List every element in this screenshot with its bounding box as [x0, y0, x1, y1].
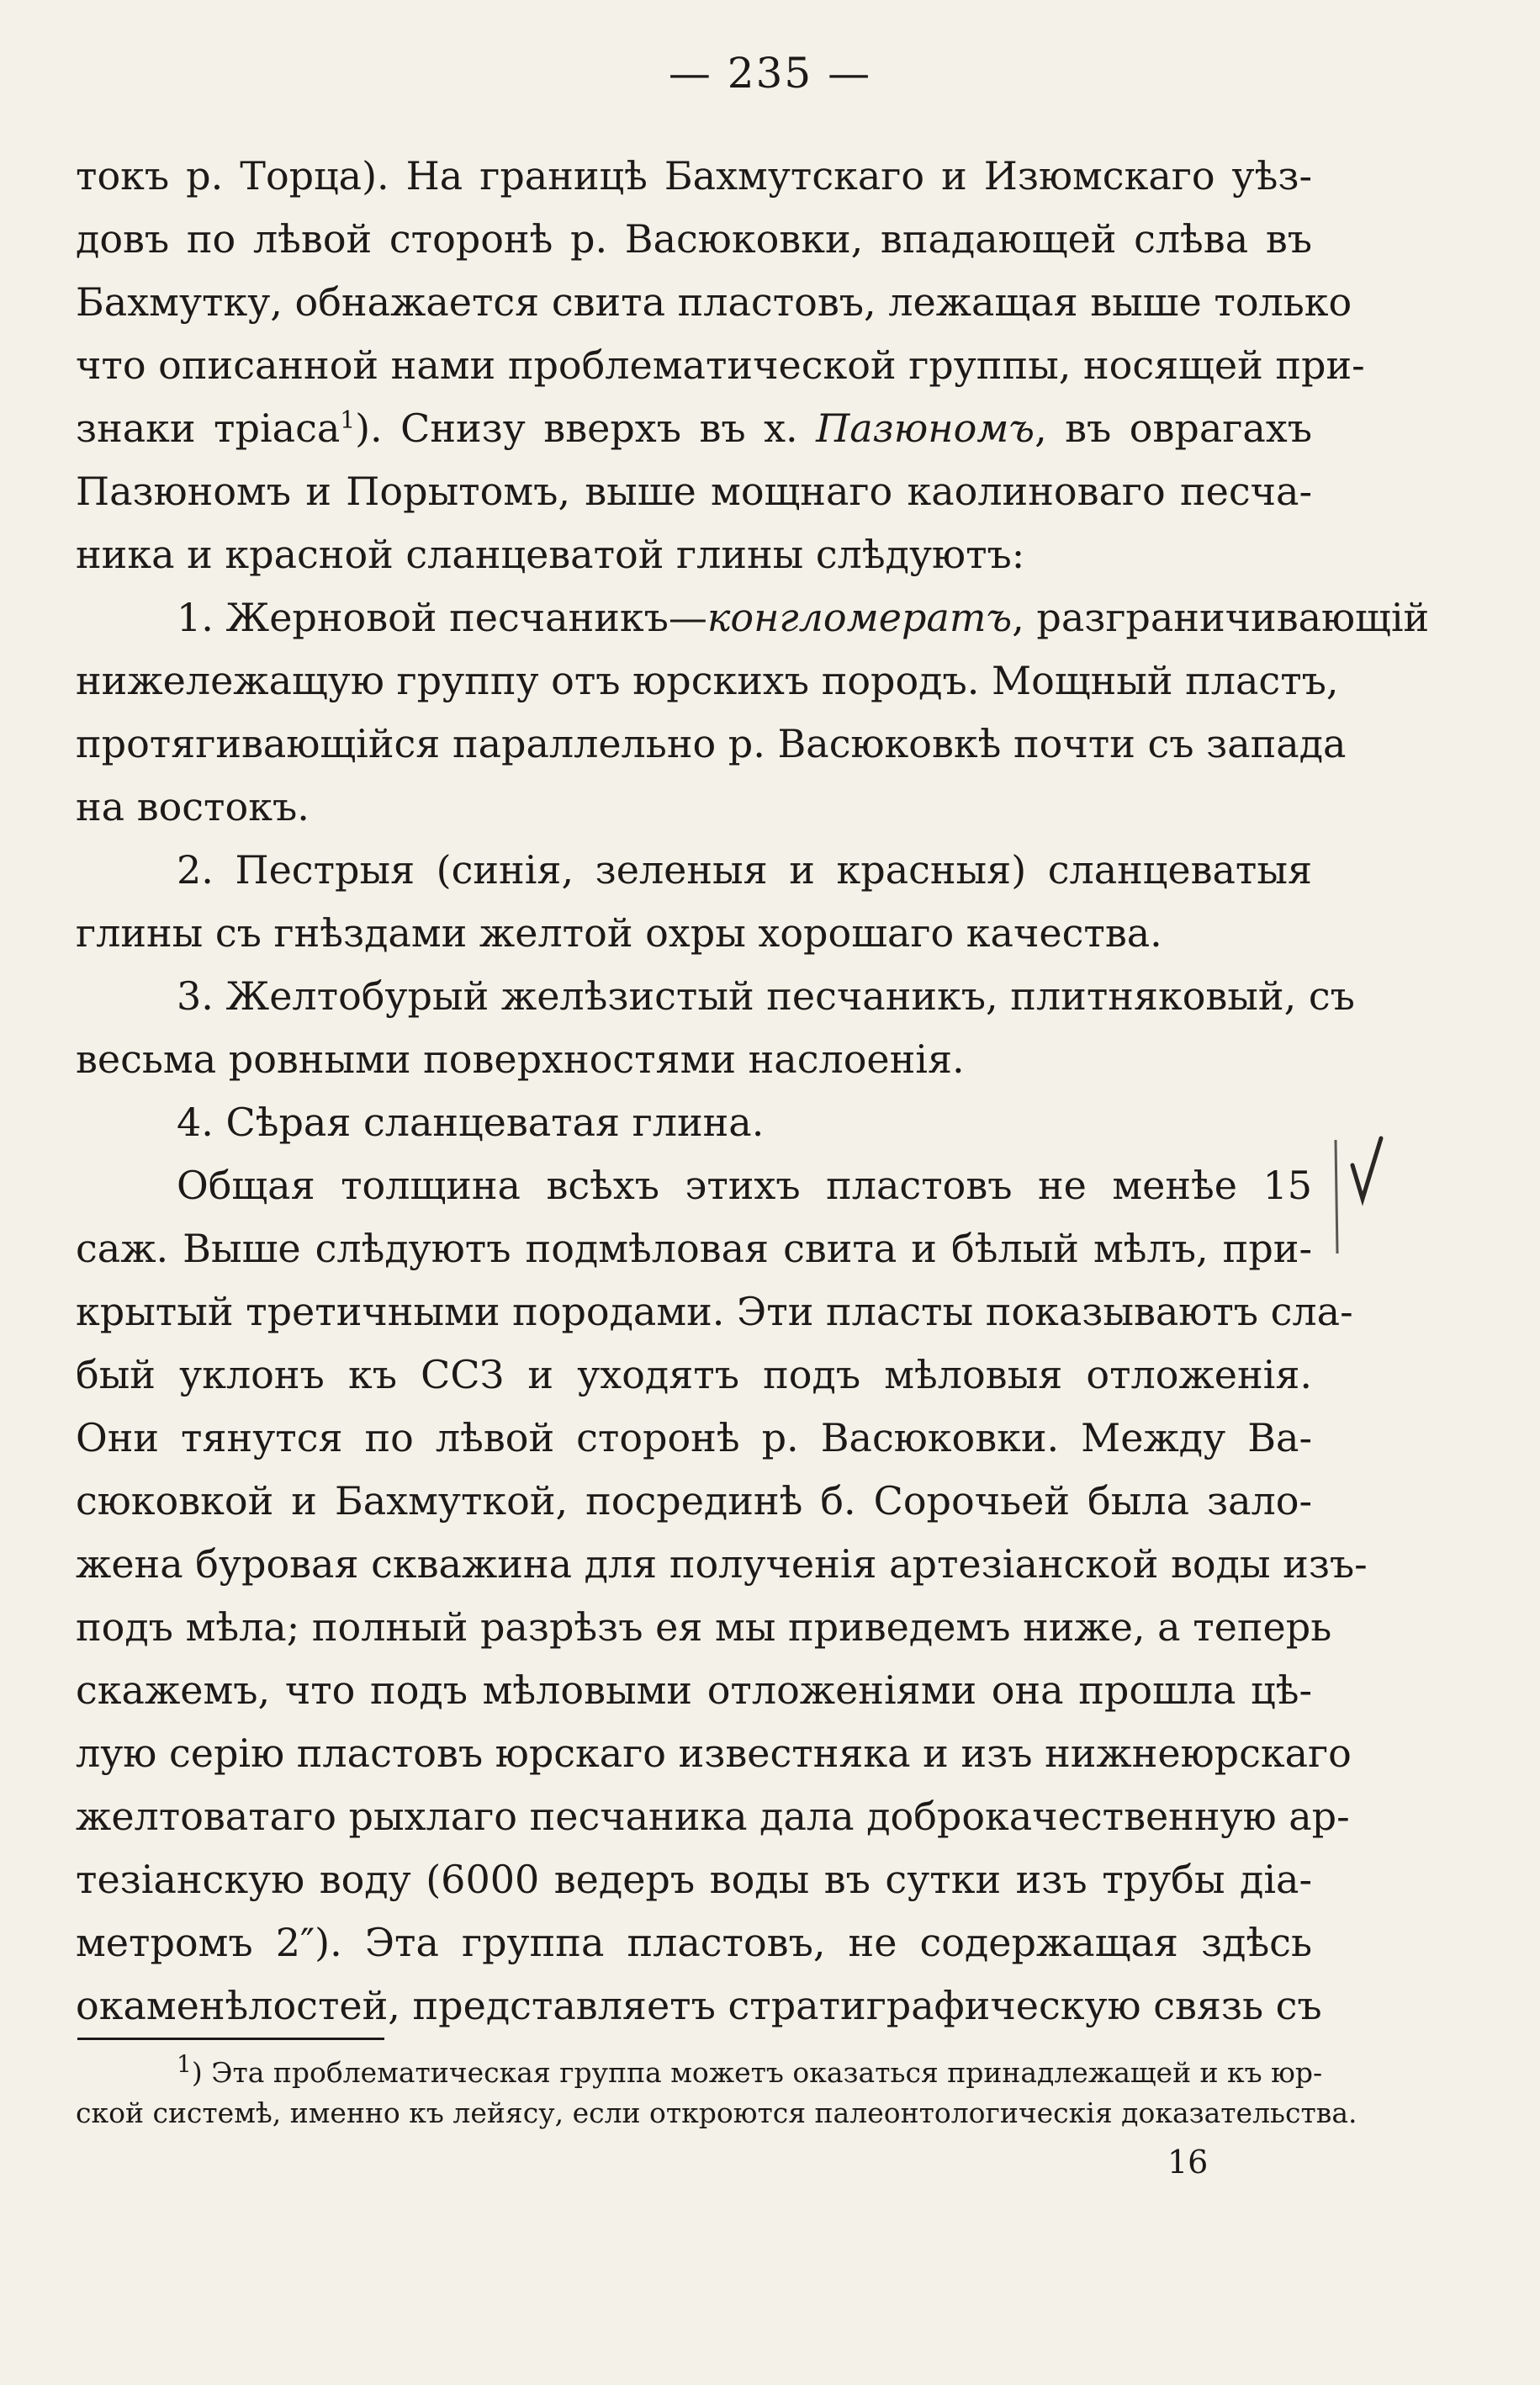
body-text — [76, 145, 1430, 2038]
text-line — [76, 586, 1430, 649]
text-line: 2. Пестрыя (синія, зеленыя и красныя) сланцеватыя — [177, 847, 1312, 893]
text-line: тезіанскую воду (6000 ведеръ воды въ сутки изъ трубы діа- — [76, 1857, 1312, 1902]
footnote-marker: 1 — [177, 2050, 192, 2078]
text-line: глины съ гнѣздами желтой охры хорошаго качества. — [76, 910, 1162, 956]
text-line: токъ р. Торца). На границѣ Бахмутскаго и Изюмскаго уѣз- — [76, 153, 1312, 199]
text-line: 4. Сѣрая сланцеватая глина. — [177, 1100, 765, 1145]
text-line: ника и красной сланцеватой глины слѣдуютъ: — [76, 532, 1025, 577]
text-line: на востокъ. — [76, 784, 310, 829]
text-fragment: , разграничивающій — [1012, 595, 1430, 640]
margin-pencil-mark — [1329, 1132, 1388, 1261]
text-line: жена буровая скважина для полученія артезіанской воды изъ- — [76, 1541, 1368, 1587]
page-number: — 235 — — [668, 49, 872, 98]
pencil-check-icon — [1329, 1132, 1388, 1258]
text-fragment: ). Снизу вверхъ въ х. — [355, 405, 817, 451]
text-line: желтоватаго рыхлаго песчаника дала доброкачественную ар- — [76, 1794, 1350, 1839]
text-line: протягивающійся параллельно р. Васюковкѣ почти съ запада — [76, 721, 1347, 766]
text-fragment: , въ оврагахъ — [1035, 405, 1312, 451]
printer-signature: 16 — [1167, 2144, 1209, 2181]
footnote-line — [76, 2050, 1323, 2093]
text-line: бый уклонъ къ ССЗ и уходятъ подъ мѣловыя отложенія. — [76, 1352, 1312, 1397]
italic-term: конгломератъ — [706, 595, 1013, 640]
footnote-ref: 1 — [340, 405, 356, 434]
italic-place-name: Пазюномъ — [816, 405, 1035, 451]
text-line: окаменѣлостей, представляетъ стратиграфическую связь съ — [76, 1983, 1322, 2028]
text-line: крытый третичными породами. Эти пласты показываютъ сла- — [76, 1289, 1353, 1334]
text-line: довъ по лѣвой сторонѣ р. Васюковки, впадающей слѣва въ — [76, 216, 1312, 262]
footnote-rule — [77, 2038, 384, 2040]
text-line: весьма ровными поверхностями наслоенія. — [76, 1036, 965, 1082]
footnote-text: ) Эта проблематическая группа можетъ оказаться принадлежащей и къ юр- — [191, 2056, 1323, 2089]
text-line: подъ мѣла; полный разрѣзъ ея мы приведемъ ниже, а теперь — [76, 1604, 1332, 1650]
footnote-line: ской системѣ, именно къ лейясу, если откроются палеонтологическія доказательства. — [76, 2096, 1357, 2129]
text-line: 3. Желтобурый желѣзистый песчаникъ, плитняковый, съ — [177, 973, 1355, 1019]
text-line: сюковкой и Бахмуткой, посрединѣ б. Сорочьей была зало- — [76, 1478, 1312, 1524]
text-line: что описанной нами проблематической группы, носящей при- — [76, 342, 1365, 388]
text-line: Пазюномъ и Порытомъ, выше мощнаго каолиноваго песча- — [76, 469, 1312, 514]
text-line: Они тянутся по лѣвой сторонѣ р. Васюковки. Между Ва- — [76, 1415, 1312, 1460]
footnotes — [76, 2050, 1357, 2133]
text-line — [76, 397, 1312, 460]
text-line: Бахмутку, обнажается свита пластовъ, лежащая выше только — [76, 279, 1352, 325]
text-line: нижележащую группу отъ юрскихъ породъ. Мощный пластъ, — [76, 658, 1339, 703]
text-line: лую серію пластовъ юрскаго известняка и изъ нижнеюрскаго — [76, 1730, 1352, 1776]
text-line: саж. Выше слѣдуютъ подмѣловая свита и бѣлый мѣлъ, при- — [76, 1226, 1312, 1271]
text-fragment: 1. Жерновой песчаникъ— — [177, 595, 707, 640]
text-line: Общая толщина всѣхъ этихъ пластовъ не менѣе 15 — [177, 1163, 1312, 1208]
text-line: скажемъ, что подъ мѣловыми отложеніями она прошла цѣ- — [76, 1667, 1312, 1713]
text-fragment: знаки тріаса — [76, 405, 341, 451]
text-line: метромъ 2″). Эта группа пластовъ, не содержащая здѣсь — [76, 1920, 1312, 1965]
